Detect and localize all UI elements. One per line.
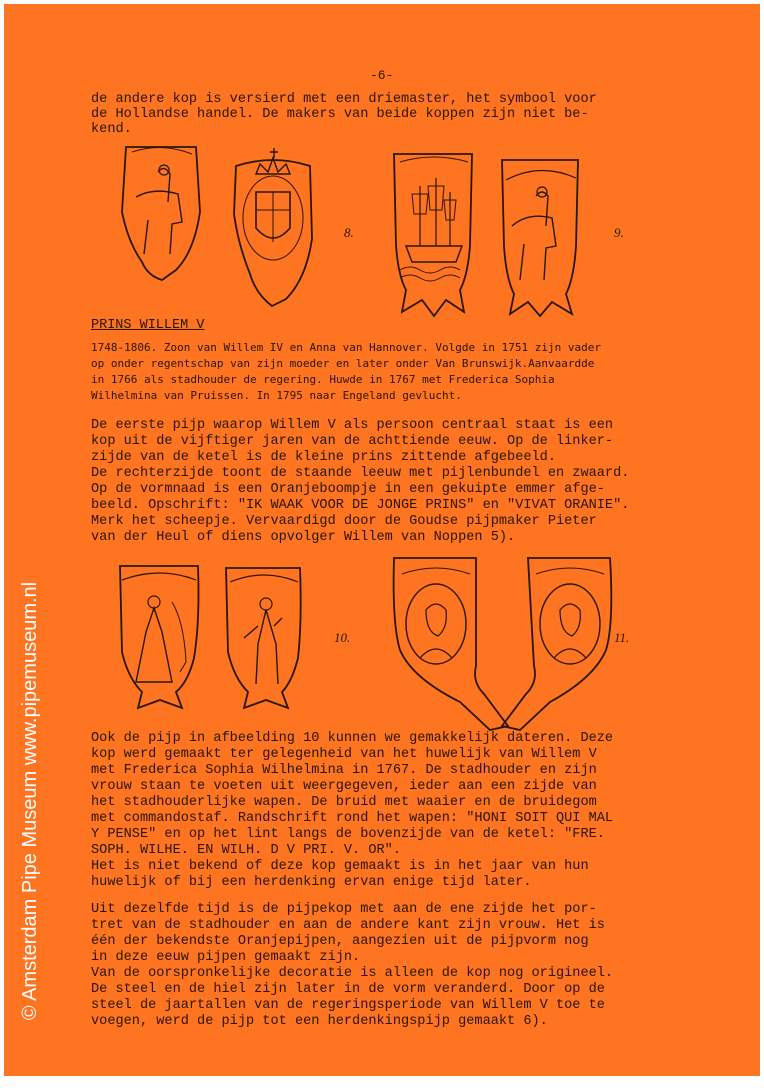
document-page <box>4 4 760 1076</box>
para3-line-6: De steel en de hiel zijn later in de vorm veranderd. Door op de <box>91 982 605 997</box>
para1-line-6: beeld. Opschrift: "IK WAAK VOOR DE JONGE PRINS" en "VIVAT ORANIE". <box>91 498 630 513</box>
pipe-figure-rider-left <box>114 142 204 282</box>
pipe-figure-ship <box>390 150 476 320</box>
bio-line-2: op onder regentschap van zijn moeder en later onder Van Brunswijk.Aanvaardde <box>91 357 595 370</box>
figure-label-8: 8. <box>344 225 354 240</box>
intro-line-1: de andere kop is versierd met een driemaster, het symbool voor <box>91 92 597 107</box>
bio-line-1: 1748-1806. Zoon van Willem IV en Anna van Hannover. Volgde in 1751 zijn vader <box>91 341 601 354</box>
pipe-figure-bride <box>114 562 204 712</box>
para3-line-4: in deze eeuw pijpen gemaakt zijn. <box>91 950 361 965</box>
intro-line-2: de Hollandse handel. De makers van beide koppen zijn niet be- <box>91 107 589 122</box>
pipe-figure-crowned-arms <box>228 144 318 309</box>
para1-line-4: De rechterzijde toont de staande leeuw met pijlenbundel en zwaard. <box>91 466 630 481</box>
bio-line-4: Wilhelmina van Pruissen. In 1795 naar Engeland gevlucht. <box>91 389 462 402</box>
pipe-figure-groom <box>222 564 304 712</box>
bio-line-3: in 1766 als stadhouder de regering. Huwde in 1767 met Frederica Sophia <box>91 373 555 386</box>
para2-line-6: met commandostaf. Randschrift rond het wapen: "HONI SOIT QUI MAL <box>91 811 614 826</box>
figure-label-10: 10. <box>334 630 351 645</box>
figure-label-11: 11. <box>614 630 630 645</box>
para2-line-4: vrouw staan te voeten uit weergegeven, ieder aan een zijde van <box>91 779 597 794</box>
para3-line-8: voegen, werd de pijp tot een herdenkingspijp gemaakt 6). <box>91 1014 548 1029</box>
para3-line-3: één der bekendste Oranjepijpen, aangezien uit de pijpvorm nog <box>91 934 589 949</box>
para2-line-8: SOPH. WILHE. EN WILH. D V PRI. V. OR". <box>91 843 401 858</box>
para1-line-2: kop uit de vijftiger jaren van de achttiende eeuw. Op de linker- <box>91 434 614 449</box>
para2-line-5: het stadhouderlijke wapen. De bruid met waaier en de bruidegom <box>91 795 597 810</box>
figure-label-9: 9. <box>614 225 624 240</box>
pipe-figure-portraits-pair <box>390 554 620 734</box>
para1-line-1: De eerste pijp waarop Willem V als persoon centraal staat is een <box>91 418 614 433</box>
para2-line-2: kop werd gemaakt ter gelegenheid van het huwelijk van Willem V <box>91 747 597 762</box>
para2-line-3: met Frederica Sophia Wilhelmina in 1767. De stadhouder en zijn <box>91 763 597 778</box>
para1-line-5: Op de vormnaad is een Oranjeboompje in een gekuipte emmer afge- <box>91 482 605 497</box>
para3-line-7: steel de jaartallen van de regeringsperiode van Willem V toe te <box>91 998 605 1013</box>
para2-line-1: Ook de pijp in afbeelding 10 kunnen we gemakkelijk dateren. Deze <box>91 731 614 746</box>
para2-line-10: huwelijk of bij een herdenking ervan enige tijd later. <box>91 875 532 890</box>
para2-line-7: Y PENSE" en op het lint langs de bovenzijde van de ketel: "FRE. <box>91 827 605 842</box>
para3-line-1: Uit dezelfde tijd is de pijpekop met aan de ene zijde het por- <box>91 902 597 917</box>
page-number: -6- <box>370 68 394 83</box>
section-heading: PRINS WILLEM V <box>91 318 205 333</box>
para1-line-7: Merk het scheepje. Vervaardigd door de Goudse pijpmaker Pieter <box>91 514 597 529</box>
intro-line-3: kend. <box>91 122 132 137</box>
pipe-figure-stadhouder-rider <box>498 156 582 320</box>
para2-line-9: Het is niet bekend of deze kop gemaakt is in het jaar van hun <box>91 859 589 874</box>
para1-line-3: zijde van de ketel is de kleine prins zittende afgebeeld. <box>91 450 556 465</box>
para3-line-5: Van de oorspronkelijke decoratie is alleen de kop nog origineel. <box>91 966 614 981</box>
watermark: © Amsterdam Pipe Museum www.pipemuseum.nl <box>19 581 41 1021</box>
para3-line-2: tret van de stadhouder en aan de andere kant zijn vrouw. Het is <box>91 918 605 933</box>
para1-line-8: van der Heul of diens opvolger Willem van Noppen 5). <box>91 530 516 545</box>
